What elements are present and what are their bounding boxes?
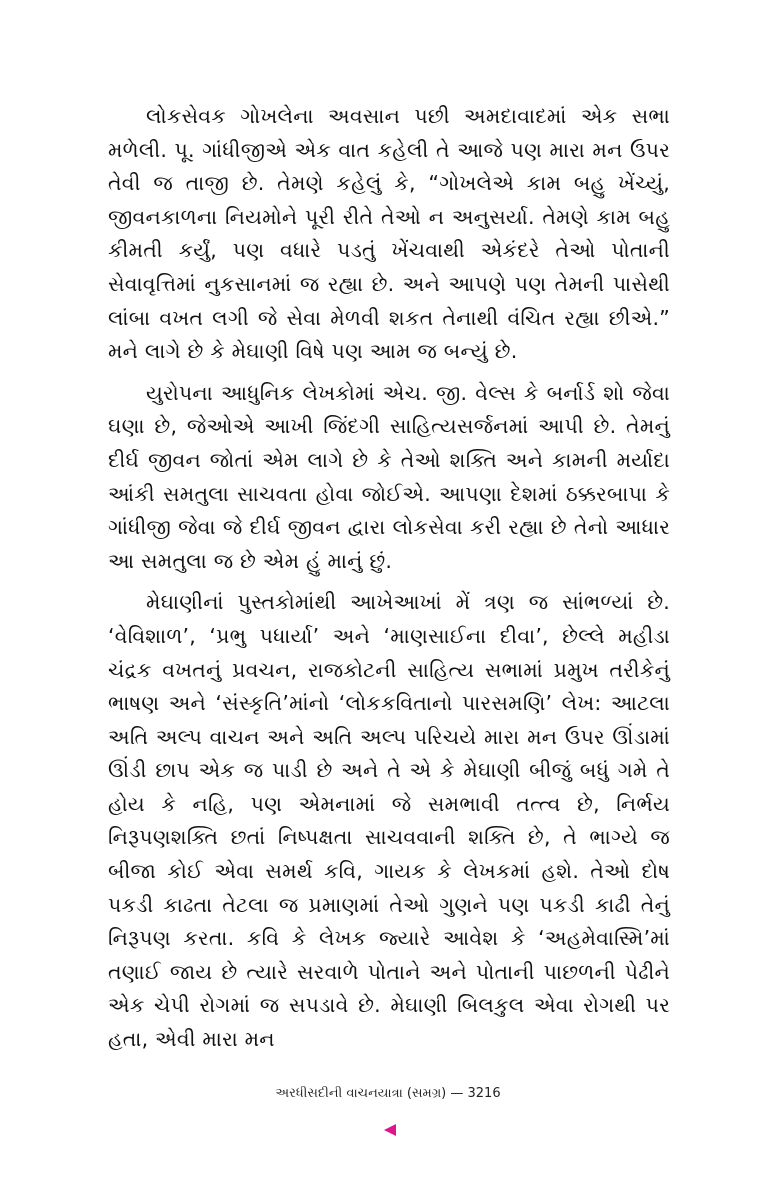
paragraph-3: મેઘાણીનાં પુસ્તકોમાંથી આખેઆખાં મેં ત્રણ જ સાંભળ્યાં છે. ‘વેવિશાળ’, ‘પ્રભુ પધાર્યા’ અને ‘માણસાઈના દીવા’, છેલ્લે મહીડા ચંદ્રક વખતનું પ્રવચન, રાજકોટની સાહિત્ય સભામાં પ્રમુખ તરીકેનું ભાષણ અને ‘સંસ્કૃતિ’માંનો ‘લોકકવિતાનો પારસમણિ’ લેખ: આટલા અતિ અલ્પ વાચન અને અતિ અલ્પ પરિચયે મારા મન ઉપર ઊંડામાં ઊંડી છાપ એક જ પાડી છે અને તે એ કે મેઘાણી બીજું બધું ગમે તે હોય કે નહિ, પણ એમનામાં જે સમભાવી તત્ત્વ છે, નિર્ભય નિરૂપણશક્તિ છતાં નિષ્પક્ષતા સાચવવાની શક્તિ છે, તે ભાગ્યે જ બીજા કોઈ એવા સમર્થ કવિ, ગાયક કે લેખકમાં હશે. તેઓ દોષ પકડી કાઢતા તેટલા જ પ્રમાણમાં તેઓ ગુણને પણ પકડી કાઢી તેનું નિરૂપણ કરતા. કવિ કે લેખક જ્યારે આવેશ કે ‘અહમેવાસ્મિ’માં તણાઈ જાય છે ત્યારે સરવાળે પોતાને અને પોતાની પાછળની પેઢીને એક ચેપી રોગમાં જ સપડાવે છે. મેઘાણી બિલકુલ એવા રોગથી પર હતા, એવી મારા મન xyxy=(108,590,670,1052)
previous-page-button[interactable] xyxy=(380,1121,400,1139)
page-footer: અરધીસદીની વાચનયાત્રા (સમગ્ર) — 3216 xyxy=(275,1086,501,1101)
body-text xyxy=(108,100,670,1065)
triangle-left-icon xyxy=(383,1123,397,1137)
paragraph-1: લોકસેવક ગોખલેના અવસાન પછી અમદાવાદમાં એક સભા મળેલી. પૂ. ગાંધીજીએ એક વાત કહેલી તે આજે પણ મારા મન ઉપર તેવી જ તાજી છે. તેમણે કહેલું કે, “ગોખલેએ કામ બહુ ખેંચ્યું, જીવનકાળના નિયમોને પૂરી રીતે તેઓ ન અનુસર્યા. તેમણે કામ બહુ કીમતી કર્યું, પણ વધારે પડતું ખેંચવાથી એકંદરે તેઓ પોતાની સેવાવૃત્તિમાં નુકસાનમાં જ રહ્યા છે. અને આપણે પણ તેમની પાસેથી લાંબા વખત લગી જે સેવા મેળવી શકત તેનાથી વંચિત રહ્યા છીએ.” મને લાગે છે કે મેઘાણી વિષે પણ આમ જ બન્યું છે. xyxy=(108,104,670,364)
paragraph-2: યુરોપના આધુનિક લેખકોમાં એચ. જી. વેલ્સ કે બર્નાર્ડ શો જેવા ઘણા છે, જેઓએ આખી જિંદગી સાહિત્યસર્જનમાં આપી છે. તેમનું દીર્ઘ જીવન જોતાં એમ લાગે છે કે તેઓ શક્તિ અને કામની મર્યાદા આંકી સમતુલા સાચવતા હોવા જોઈએ. આપણા દેશમાં ઠક્કરબાપા કે ગાંધીજી જેવા જે દીર્ઘ જીવન દ્વારા લોકસેવા કરી રહ્યા છે તેનો આધાર આ સમતુલા જ છે એમ હું માનું છું. xyxy=(108,380,670,573)
